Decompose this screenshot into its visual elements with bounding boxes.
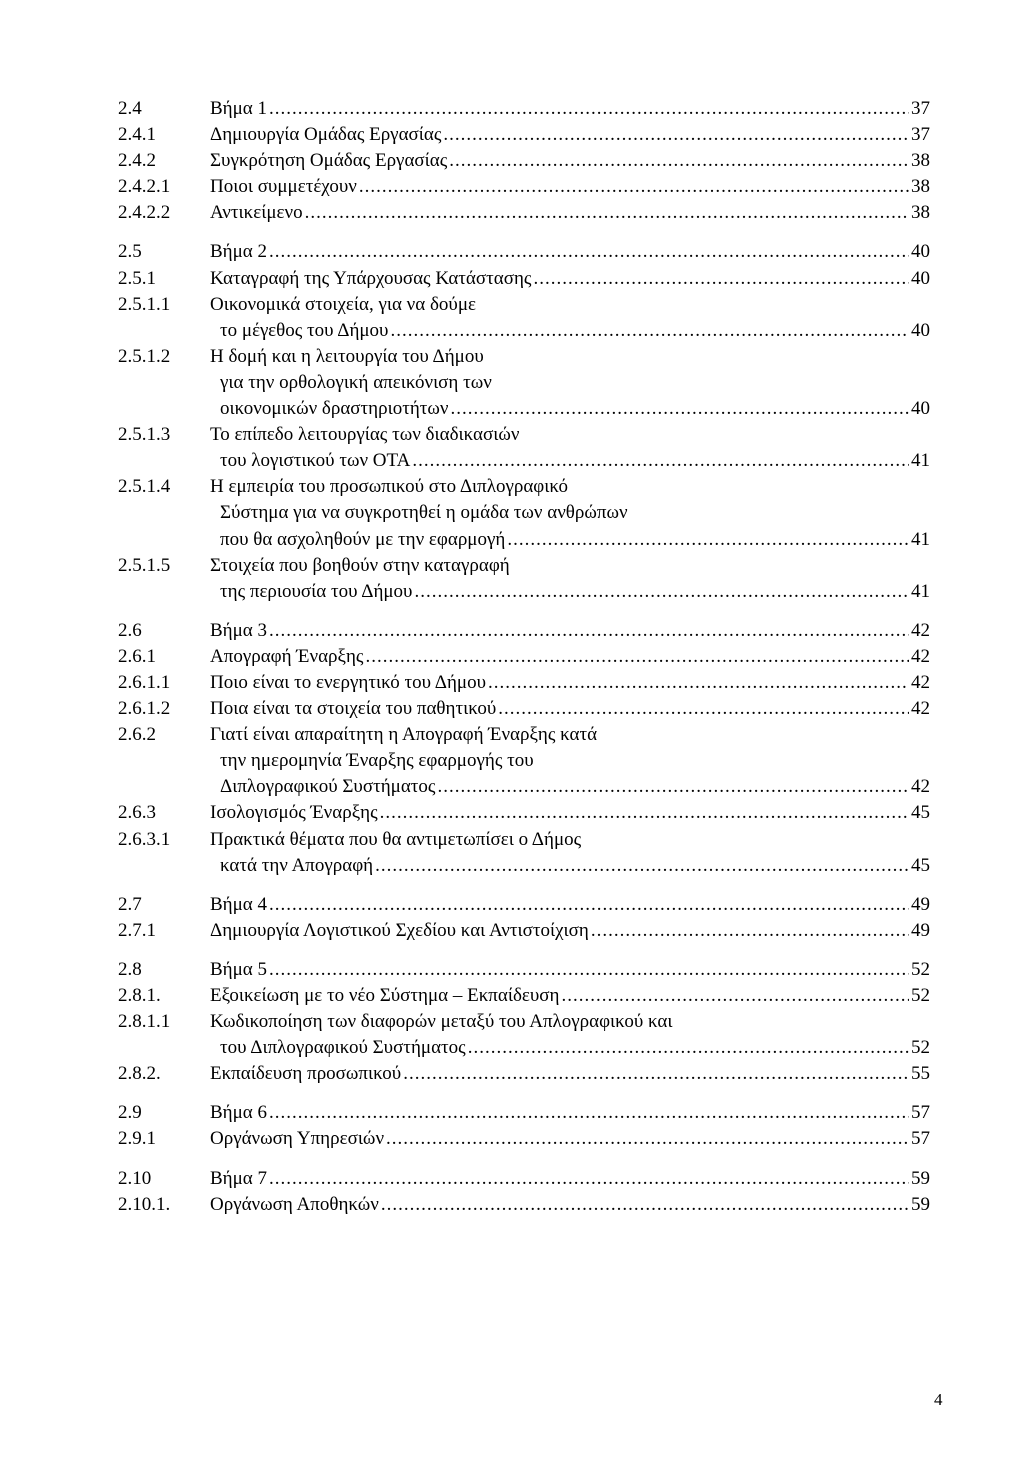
toc-entry-body <box>210 1126 930 1152</box>
toc-entry-leader-row <box>220 853 930 879</box>
toc-entry-leader-row <box>210 266 930 292</box>
toc-entry-number: 2.6.1 <box>118 645 156 667</box>
toc-entry <box>118 1100 930 1126</box>
toc-entry-number: 2.5.1.5 <box>118 554 171 576</box>
dot-leader <box>386 1126 909 1152</box>
toc-entry-title-line: Η εμπειρία του προσωπικού στο Διπλογραφικό <box>210 476 569 498</box>
toc-entry-number: 2.6.2 <box>118 724 156 746</box>
toc-entry-number: 2.7 <box>118 893 142 915</box>
toc-entry <box>118 122 930 148</box>
toc-entry-body <box>210 918 930 944</box>
toc-entry <box>118 96 930 122</box>
toc-entry-body <box>210 553 930 605</box>
toc-entry-body <box>210 957 930 983</box>
dot-leader <box>507 527 909 553</box>
toc-entry-number: 2.4.2.2 <box>118 202 171 224</box>
toc-entry-page: 45 <box>911 854 930 876</box>
toc-entry-number: 2.6.3 <box>118 802 156 824</box>
toc-entry-number: 2.10 <box>118 1167 152 1189</box>
toc-entry <box>118 148 930 174</box>
toc-entry <box>118 827 930 879</box>
toc-entry-leader-row <box>210 800 930 826</box>
toc-entry-title: Δημιουργία Ομάδας Εργασίας <box>210 124 442 146</box>
toc-entry-number: 2.8 <box>118 958 142 980</box>
toc-entry-leader-row <box>220 527 930 553</box>
toc-entry-title: το μέγεθος του Δήμου <box>220 319 389 341</box>
toc-entry <box>118 422 930 474</box>
toc-entry-body <box>210 696 930 722</box>
toc-entry-number: 2.9 <box>118 1102 142 1124</box>
toc-entry-title: οικονομικών δραστηριοτήτων <box>220 398 449 420</box>
toc-entry-leader-row <box>220 448 930 474</box>
toc-entry-title: Οργάνωση Αποθηκών <box>210 1193 379 1215</box>
toc-entry-number: 2.5 <box>118 241 142 263</box>
toc-entry-body <box>210 1009 930 1061</box>
toc-entry-title: Ποιοι συμμετέχουν <box>210 176 357 198</box>
toc-entry <box>118 553 930 605</box>
toc-entry-title-line: Γιατί είναι απαραίτητη η Απογραφή Έναρξης κατά <box>210 724 598 746</box>
toc-entry-number: 2.4.2.1 <box>118 176 171 198</box>
toc-entry-number: 2.10.1. <box>118 1193 171 1215</box>
toc-entry-leader-row <box>210 1192 930 1218</box>
dot-leader <box>390 318 909 344</box>
dot-leader <box>498 696 909 722</box>
toc-entry-page: 52 <box>911 985 930 1006</box>
toc-entry-page: 41 <box>911 450 930 472</box>
toc-entry-body <box>210 148 930 174</box>
toc-entry-title: Βήμα 7 <box>210 1167 267 1189</box>
toc-entry <box>118 1061 930 1087</box>
toc-entry-page: 40 <box>911 241 930 263</box>
toc-entry-title: Ποιο είναι το ενεργητικό του Δήμου <box>210 671 486 693</box>
toc-entry-leader-row <box>210 1126 930 1152</box>
dot-leader <box>412 448 909 474</box>
toc-entry <box>118 957 930 983</box>
toc-entry-leader-row <box>210 892 930 918</box>
toc-entry <box>118 618 930 644</box>
toc-entry-body <box>210 96 930 122</box>
toc-entry-page: 57 <box>911 1128 930 1150</box>
toc-entry-number: 2.6.3.1 <box>118 828 171 850</box>
toc-entry-page: 49 <box>911 919 930 941</box>
toc-entry-body <box>210 200 930 226</box>
toc-entry-page: 52 <box>911 1037 930 1059</box>
toc-entry-title: Ισολογισμός Έναρξης <box>210 802 378 824</box>
toc-entry-page: 52 <box>911 958 930 980</box>
toc-entry-title: κατά την Απογραφή <box>220 854 374 876</box>
toc-entry <box>118 200 930 226</box>
toc-entry-number: 2.9.1 <box>118 1128 156 1150</box>
toc-entry-number: 2.5.1.2 <box>118 345 171 367</box>
toc-entry-title: Οργάνωση Υπηρεσιών <box>210 1128 385 1150</box>
toc-entry-leader-row <box>210 1061 930 1087</box>
toc-entry-number: 2.5.1.3 <box>118 424 171 446</box>
toc-entry-page: 42 <box>911 645 930 667</box>
toc-entry-number: 2.5.1.1 <box>118 293 171 315</box>
toc-entry-body <box>210 644 930 670</box>
toc-entry-title-line: την ημερομηνία Έναρξης εφαρμογής του <box>220 750 534 772</box>
toc-entry-title-line: Το επίπεδο λειτουργίας των διαδικασιών <box>210 424 520 446</box>
toc-entry <box>118 670 930 696</box>
toc-entry-page: 37 <box>911 124 930 146</box>
toc-entry-leader-row <box>220 396 930 422</box>
toc-entry-title: Ποια είναι τα στοιχεία του παθητικού <box>210 698 497 720</box>
toc-entry-body <box>210 344 930 422</box>
toc-entry-body <box>210 983 930 1009</box>
toc-entry-title: Βήμα 4 <box>210 893 267 915</box>
dot-leader <box>269 1166 909 1192</box>
toc-entry-title: Βήμα 2 <box>210 241 267 263</box>
toc-entry-number: 2.8.2. <box>118 1063 161 1085</box>
toc-entry-page: 42 <box>911 671 930 693</box>
toc-entry-page: 42 <box>911 776 930 798</box>
toc-entry <box>118 1192 930 1218</box>
toc-entry-number: 2.6 <box>118 619 142 641</box>
toc-entry-number: 2.5.1 <box>118 267 156 289</box>
toc-entry-body <box>210 174 930 200</box>
toc-entry-leader-row <box>210 239 930 265</box>
toc-entry-leader-row <box>210 200 930 226</box>
dot-leader <box>359 174 909 200</box>
toc-entry-title-line: Σύστημα για να συγκροτηθεί η ομάδα των ανθρώπων <box>220 502 628 524</box>
toc-entry-page: 38 <box>911 176 930 198</box>
toc-entry-number: 2.5.1.4 <box>118 476 171 498</box>
toc-entry-page: 55 <box>911 1063 930 1085</box>
toc-entry-page: 59 <box>911 1193 930 1215</box>
toc-entry-body <box>210 618 930 644</box>
toc-entry-title: Αντικείμενο <box>210 202 303 224</box>
dot-leader <box>451 396 909 422</box>
toc-entry-body <box>210 800 930 826</box>
toc-entry-body <box>210 474 930 552</box>
dot-leader <box>468 1035 909 1061</box>
toc-entry-number: 2.4.1 <box>118 124 156 146</box>
dot-leader <box>269 96 909 122</box>
toc-entry-leader-row <box>210 122 930 148</box>
toc-entry-body <box>210 239 930 265</box>
toc-entry <box>118 474 930 552</box>
toc-entry-page: 45 <box>911 802 930 824</box>
toc-entry-leader-row <box>210 957 930 983</box>
toc-entry <box>118 892 930 918</box>
toc-entry-title: Δημιουργία Λογιστικού Σχεδίου και Αντιστοίχιση <box>210 919 589 941</box>
dot-leader <box>591 918 909 944</box>
toc-entry <box>118 800 930 826</box>
toc-entry-body <box>210 892 930 918</box>
toc-entry <box>118 1009 930 1061</box>
dot-leader <box>305 200 909 226</box>
toc-entry-title: Εκπαίδευση προσωπικού <box>210 1063 402 1085</box>
toc-entry-body <box>210 122 930 148</box>
toc-entry <box>118 983 930 1009</box>
toc-entry-page: 38 <box>911 202 930 224</box>
toc-entry-body <box>210 670 930 696</box>
toc-entry-leader-row <box>210 618 930 644</box>
toc-entry-leader-row <box>210 696 930 722</box>
dot-leader <box>269 957 909 983</box>
toc-entry-title-line: Η δομή και η λειτουργία του Δήμου <box>210 345 484 367</box>
dot-leader <box>403 1061 909 1087</box>
toc-entry-body <box>210 722 930 800</box>
toc-entry-page: 42 <box>911 698 930 720</box>
toc-entry-leader-row <box>220 579 930 605</box>
toc-entry <box>118 292 930 344</box>
toc-entry-body <box>210 292 930 344</box>
toc-entry-title: που θα ασχοληθούν με την εφαρμογή <box>220 528 506 550</box>
toc-entry <box>118 918 930 944</box>
dot-leader <box>375 853 909 879</box>
toc-entry-page: 40 <box>911 319 930 341</box>
toc-entry-leader-row <box>210 96 930 122</box>
dot-leader <box>561 983 909 1009</box>
toc-entry-page: 41 <box>911 580 930 602</box>
toc-entry-page: 40 <box>911 267 930 289</box>
toc-entry-page: 57 <box>911 1102 930 1124</box>
toc-entry <box>118 1166 930 1192</box>
toc-entry <box>118 266 930 292</box>
dot-leader <box>449 148 909 174</box>
toc-entry-body <box>210 1100 930 1126</box>
toc-entry-page: 38 <box>911 150 930 172</box>
toc-entry-title: Βήμα 5 <box>210 958 267 980</box>
toc-entry-leader-row <box>210 983 930 1009</box>
toc-entry-body <box>210 1061 930 1087</box>
dot-leader <box>443 122 909 148</box>
toc-entry-page: 37 <box>911 98 930 119</box>
toc-entry-title: Απογραφή Έναρξης <box>210 645 364 667</box>
toc-entry-title-line: Πρακτικά θέματα που θα αντιμετωπίσει ο Δήμος <box>210 828 582 850</box>
dot-leader <box>380 800 909 826</box>
toc-entry-number: 2.4 <box>118 98 142 119</box>
toc-entry-body <box>210 266 930 292</box>
toc-entry-number: 2.4.2 <box>118 150 156 172</box>
dot-leader <box>269 618 909 644</box>
toc-entry <box>118 722 930 800</box>
toc-entry-title: Διπλογραφικού Συστήματος <box>220 776 436 798</box>
dot-leader <box>365 644 909 670</box>
page-number: 4 <box>934 1390 943 1409</box>
toc-entry-body <box>210 1192 930 1218</box>
toc-entry-page: 49 <box>911 893 930 915</box>
toc-entry-title: Βήμα 6 <box>210 1102 267 1124</box>
toc-entry-title: Βήμα 3 <box>210 619 267 641</box>
table-of-contents <box>118 96 930 1218</box>
dot-leader <box>269 1100 909 1126</box>
toc-entry-number: 2.8.1.1 <box>118 1011 171 1033</box>
dot-leader <box>488 670 909 696</box>
toc-entry <box>118 239 930 265</box>
toc-entry-title: της περιουσία του Δήμου <box>220 580 413 602</box>
toc-entry-page: 40 <box>911 398 930 420</box>
toc-entry-title-line: Στοιχεία που βοηθούν στην καταγραφή <box>210 554 510 576</box>
toc-entry-body <box>210 1166 930 1192</box>
dot-leader <box>414 579 909 605</box>
toc-entry-title: Βήμα 1 <box>210 98 267 119</box>
toc-entry-body <box>210 827 930 879</box>
toc-entry-leader-row <box>210 148 930 174</box>
toc-entry-leader-row <box>220 774 930 800</box>
toc-entry-title: του λογιστικού των ΟΤΑ <box>220 450 411 472</box>
toc-entry <box>118 696 930 722</box>
toc-entry-title: Καταγραφή της Υπάρχουσας Κατάστασης <box>210 267 532 289</box>
toc-entry-leader-row <box>210 644 930 670</box>
toc-entry-leader-row <box>220 318 930 344</box>
toc-entry <box>118 174 930 200</box>
dot-leader <box>437 774 909 800</box>
toc-entry-leader-row <box>210 670 930 696</box>
dot-leader <box>269 892 909 918</box>
toc-entry-title: του Διπλογραφικού Συστήματος <box>220 1037 466 1059</box>
toc-entry-title-line: Οικονομικά στοιχεία, για να δούμε <box>210 293 476 315</box>
toc-entry-number: 2.8.1. <box>118 985 161 1006</box>
toc-entry-number: 2.6.1.2 <box>118 698 171 720</box>
toc-entry-title-line: Κωδικοποίηση των διαφορών μεταξύ του Απλογραφικού και <box>210 1011 673 1033</box>
toc-entry-title: Εξοικείωση με το νέο Σύστημα – Εκπαίδευση <box>210 985 560 1006</box>
toc-entry-page: 59 <box>911 1167 930 1189</box>
dot-leader <box>381 1192 909 1218</box>
dot-leader <box>269 239 909 265</box>
toc-entry <box>118 1126 930 1152</box>
toc-entry-leader-row <box>210 1100 930 1126</box>
toc-entry-leader-row <box>220 1035 930 1061</box>
toc-entry-leader-row <box>210 174 930 200</box>
dot-leader <box>533 266 909 292</box>
toc-entry-title-line: για την ορθολογική απεικόνιση των <box>220 371 492 393</box>
toc-entry-number: 2.7.1 <box>118 919 156 941</box>
toc-entry-page: 42 <box>911 619 930 641</box>
toc-entry <box>118 344 930 422</box>
toc-entry-leader-row <box>210 1166 930 1192</box>
toc-entry-leader-row <box>210 918 930 944</box>
toc-entry-title: Συγκρότηση Ομάδας Εργασίας <box>210 150 448 172</box>
toc-entry <box>118 644 930 670</box>
toc-entry-body <box>210 422 930 474</box>
toc-entry-number: 2.6.1.1 <box>118 671 171 693</box>
toc-entry-page: 41 <box>911 528 930 550</box>
